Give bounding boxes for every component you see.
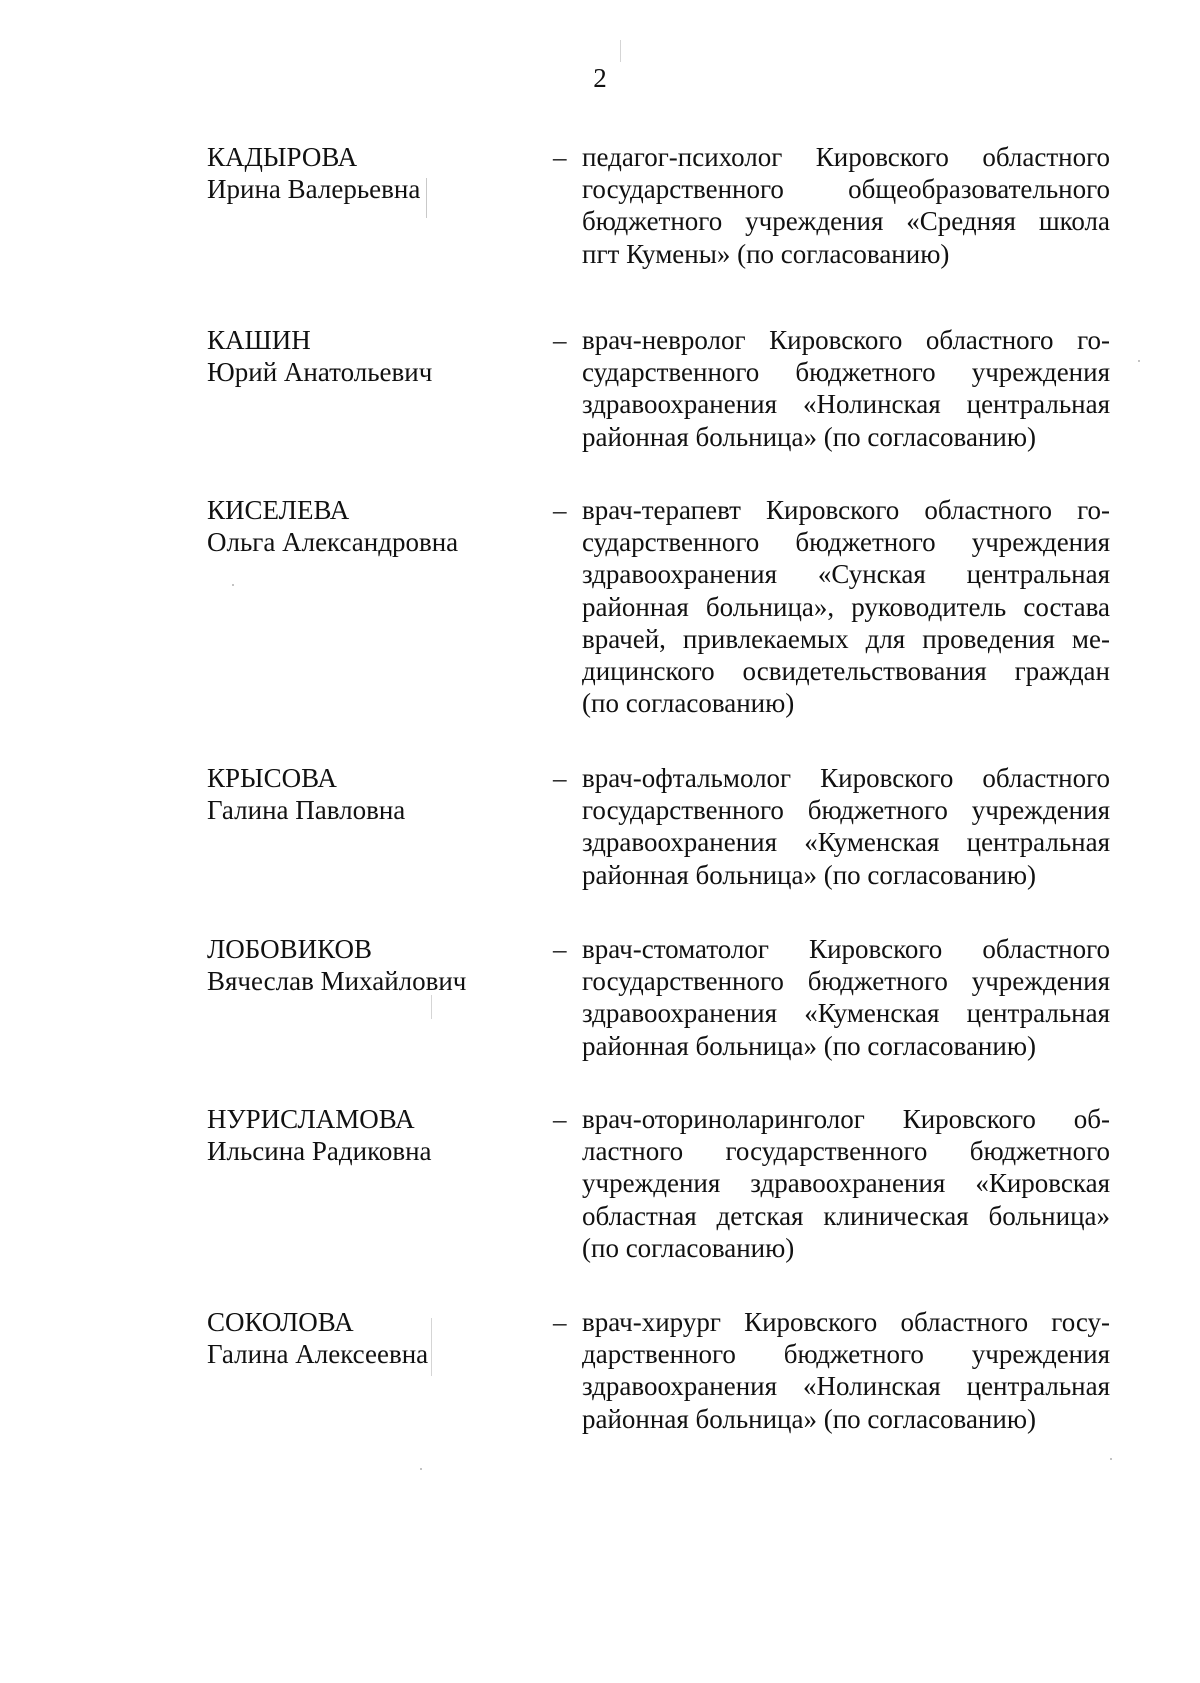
member-person bbox=[207, 494, 537, 558]
position-line: врачей, привлекаемых для проведения ме- bbox=[582, 623, 1110, 654]
position-line: педагог-психолог Кировского областного bbox=[582, 142, 1110, 172]
scan-artifact bbox=[620, 40, 621, 62]
position-line: сударственного бюджетного учреждения bbox=[582, 357, 1110, 388]
position-line: врач-терапевт Кировского областного го- bbox=[582, 495, 1110, 525]
member-dash: – bbox=[553, 763, 567, 793]
scan-artifact bbox=[1110, 1458, 1112, 1460]
position-line: здравоохранения «Нолинская центральная bbox=[582, 389, 1110, 420]
member-dash: – bbox=[553, 1104, 567, 1134]
member-person bbox=[207, 324, 537, 388]
member-surname: КИСЕЛЕВА bbox=[207, 495, 350, 525]
member-given-name: Вячеслав Михайлович bbox=[207, 966, 467, 996]
member-given-name: Галина Алексеевна bbox=[207, 1339, 429, 1369]
position-line: бюджетного учреждения «Средняя школа bbox=[582, 206, 1110, 237]
position-line: здравоохранения «Куменская центральная bbox=[582, 998, 1110, 1029]
member-position bbox=[582, 762, 1110, 891]
position-line: районная больница» (по согласованию) bbox=[582, 1030, 1036, 1061]
member-given-name: Ирина Валерьевна bbox=[207, 174, 421, 204]
member-given-name: Галина Павловна bbox=[207, 795, 406, 825]
position-line: врач-хирург Кировского областного госу- bbox=[582, 1307, 1110, 1337]
member-surname: КРЫСОВА bbox=[207, 763, 337, 793]
position-line: дицинского освидетельствования граждан bbox=[582, 656, 1110, 687]
position-line: учреждения здравоохранения «Кировская bbox=[582, 1168, 1110, 1199]
member-dash: – bbox=[553, 142, 567, 172]
member-dash: – bbox=[553, 495, 567, 525]
member-person bbox=[207, 762, 537, 826]
member-given-name: Ольга Александровна bbox=[207, 527, 459, 557]
position-line: (по согласованию) bbox=[582, 1232, 795, 1263]
position-line: сударственного бюджетного учреждения bbox=[582, 527, 1110, 558]
position-line: пгт Кумены» (по согласованию) bbox=[582, 238, 950, 269]
position-line: государственного бюджетного учреждения bbox=[582, 795, 1110, 826]
position-line: врач-оториноларинголог Кировского об- bbox=[582, 1104, 1110, 1134]
scan-artifact bbox=[420, 1468, 422, 1470]
member-position bbox=[582, 1103, 1110, 1264]
member-position bbox=[582, 1306, 1110, 1435]
page-number: 2 bbox=[593, 63, 607, 93]
scan-artifact bbox=[1138, 360, 1140, 362]
member-dash: – bbox=[553, 934, 567, 964]
member-surname: ЛОБОВИКОВ bbox=[207, 934, 372, 964]
member-position bbox=[582, 494, 1110, 719]
scan-artifact bbox=[431, 1318, 432, 1376]
member-person bbox=[207, 933, 537, 997]
position-line: ластного государственного бюджетного bbox=[582, 1136, 1110, 1167]
scan-artifact bbox=[426, 178, 427, 218]
member-dash: – bbox=[553, 1307, 567, 1337]
position-line: врач-невролог Кировского областного го- bbox=[582, 325, 1110, 355]
position-line: дарственного бюджетного учреждения bbox=[582, 1339, 1110, 1370]
position-line: (по согласованию) bbox=[582, 688, 795, 719]
position-line: районная больница» (по согласованию) bbox=[582, 859, 1036, 890]
member-surname: КАДЫРОВА bbox=[207, 142, 358, 172]
member-person bbox=[207, 1306, 537, 1370]
position-line: районная больница» (по согласованию) bbox=[582, 1403, 1036, 1434]
member-person bbox=[207, 141, 537, 205]
member-surname: КАШИН bbox=[207, 325, 311, 355]
member-position bbox=[582, 324, 1110, 453]
member-position bbox=[582, 141, 1110, 270]
position-line: здравоохранения «Сунская центральная bbox=[582, 559, 1110, 590]
member-dash: – bbox=[553, 325, 567, 355]
position-line: областная детская клиническая больница» bbox=[582, 1200, 1110, 1231]
scan-artifact bbox=[232, 584, 234, 586]
member-given-name: Ильсина Радиковна bbox=[207, 1136, 432, 1166]
position-line: районная больница», руководитель состава bbox=[582, 591, 1110, 622]
member-person bbox=[207, 1103, 537, 1167]
position-line: врач-офтальмолог Кировского областного bbox=[582, 763, 1110, 793]
position-line: здравоохранения «Куменская центральная bbox=[582, 827, 1110, 858]
member-surname: НУРИСЛАМОВА bbox=[207, 1104, 415, 1134]
position-line: здравоохранения «Нолинская центральная bbox=[582, 1371, 1110, 1402]
member-given-name: Юрий Анатольевич bbox=[207, 357, 433, 387]
member-surname: СОКОЛОВА bbox=[207, 1307, 354, 1337]
scan-artifact bbox=[431, 995, 432, 1019]
position-line: врач-стоматолог Кировского областного bbox=[582, 934, 1110, 964]
position-line: государственного бюджетного учреждения bbox=[582, 966, 1110, 997]
position-line: районная больница» (по согласованию) bbox=[582, 421, 1036, 452]
position-line: государственного общеобразовательного bbox=[582, 174, 1110, 205]
member-position bbox=[582, 933, 1110, 1062]
